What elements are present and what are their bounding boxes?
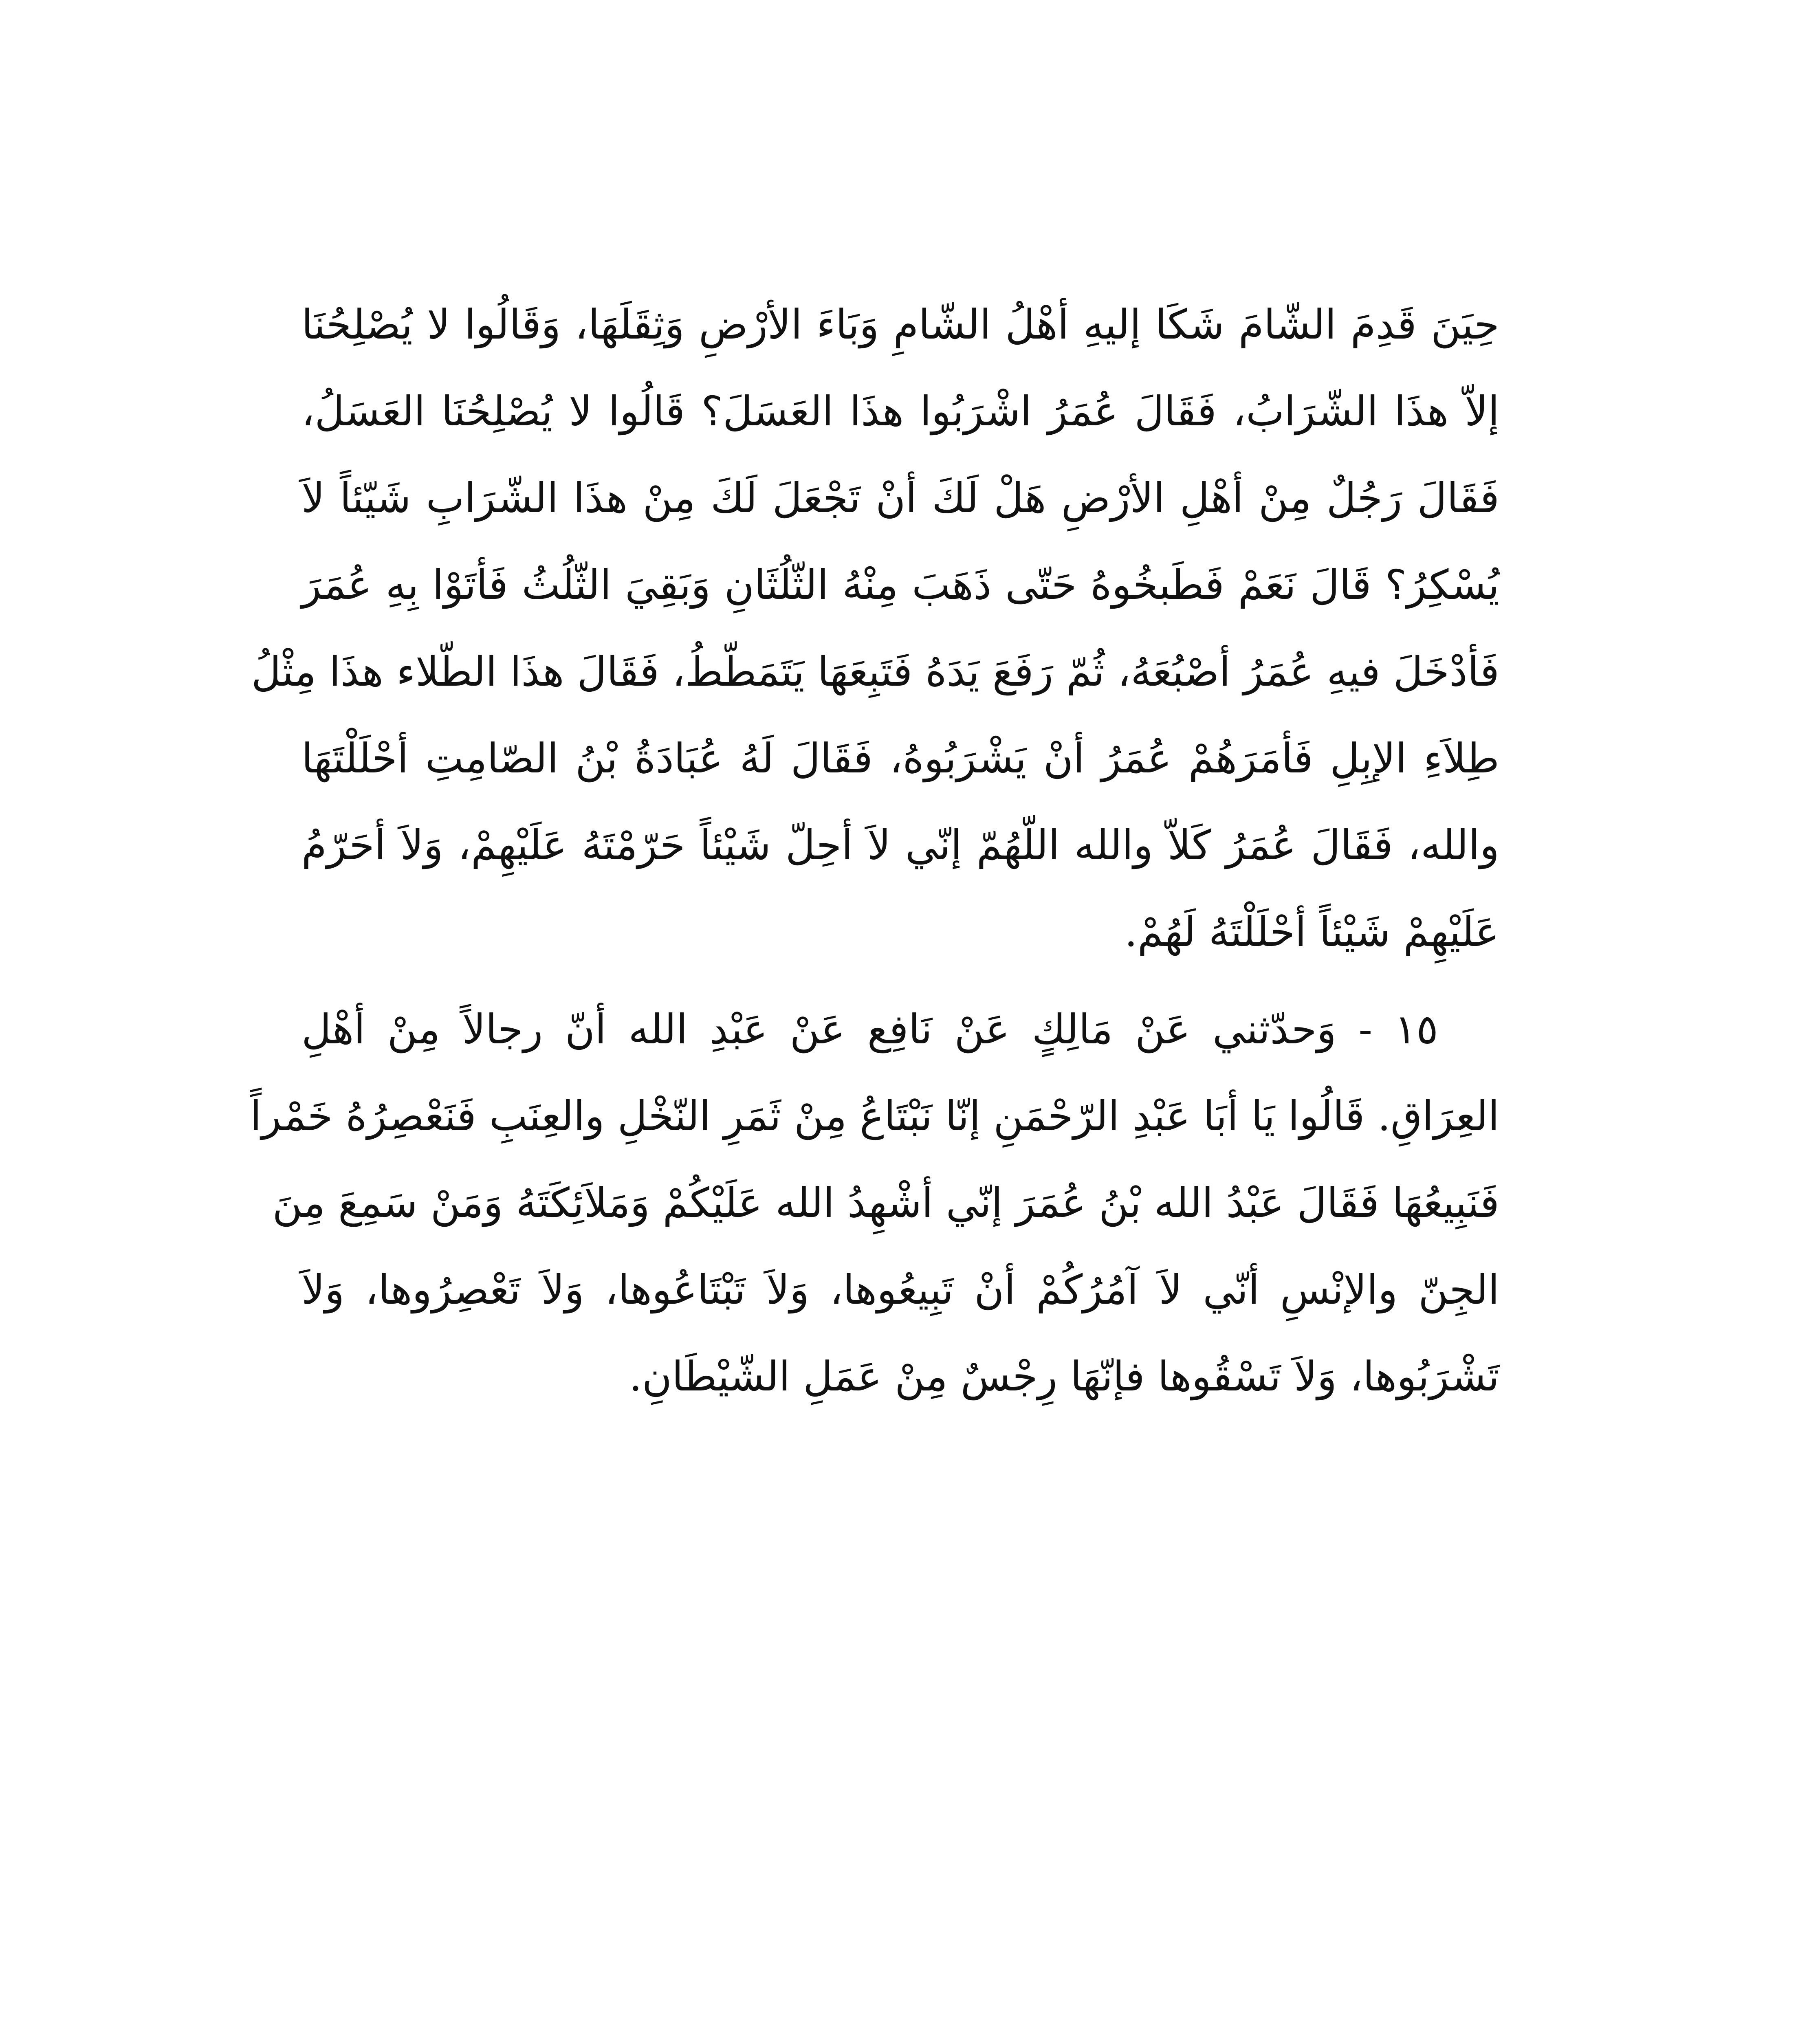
text-line: فَنَبِيعُهَا فَقَالَ عَبْدُ الله بْنُ عُمَرَ إنّي أشْهِدُ الله عَلَيْكُمْ وَمَلاَئِكَتَهُ وَمَنْ سَمِعَ مِنَ: [272, 1179, 1499, 1227]
paragraph-1: [251, 281, 1499, 975]
text-line: عَلَيْهِمْ شَيْئاً أحْلَلْتَهُ لَهُمْ.: [1124, 908, 1499, 956]
text-line: طِلاَءِ الإبِلِ فَأمَرَهُمْ عُمَرُ أنْ يَشْرَبُوهُ، فَقَالَ لَهُ عُبَادَةُ بْنُ الصّامِتِ أحْلَلْتَهَا: [301, 735, 1499, 782]
text-line: ١٥ - وَحدّثني عَنْ مَالِكٍ عَنْ نَافِع عَنْ عَبْدِ الله أنّ رجالاً مِنْ أهْلِ: [301, 1005, 1438, 1053]
text-line: تَشْرَبُوها، وَلاَ تَسْقُوها فإنّهَا رِجْسٌ مِنْ عَمَلِ الشّيْطَانِ.: [629, 1353, 1499, 1400]
paragraph-2: [250, 986, 1499, 1420]
text-line: فَقَالَ رَجُلٌ مِنْ أهْلِ الأرْضِ هَلْ لَكَ أنْ تَجْعَلَ لَكَ مِنْ هذَا الشّرَابِ شَيّئاً لاَ: [301, 474, 1499, 522]
text-line: والله، فَقَالَ عُمَرُ كَلاّ والله اللّهُمّ إنّي لاَ أحِلّ شَيْئاً حَرّمْتَهُ عَلَيْهِمْ، وَلاَ أحَرّمُ: [301, 821, 1499, 869]
text-line: العِرَاقِ. قَالُوا يَا أبَا عَبْدِ الرّحْمَنِ إنّا نَبْتَاعُ مِنْ ثَمَرِ النّخْلِ والعِنَبِ فَنَعْصِرُهُ خَمْراً: [250, 1092, 1499, 1140]
text-line: حِيَنَ قَدِمَ الشّامَ شَكَا إليهِ أهْلُ الشّامِ وَبَاءَ الأرْضِ وَثِقَلَهَا، وَقَالُوا لا يُصْلِحُنَا: [301, 301, 1499, 348]
text-line: فَأدْخَلَ فيهِ عُمَرُ أصْبُعَهُ، ثُمّ رَفَعَ يَدَهُ فَتَبِعَهَا يَتَمَطّطُ، فَقَالَ هذَا الطّلاء هذَا مِثْلُ: [251, 648, 1499, 695]
text-line: الجِنّ والإنْسِ أنّي لاَ آمُرُكُمْ أنْ تَبِيعُوها، وَلاَ تَبْتَاعُوها، وَلاَ تَعْصِرُوها، وَلاَ: [301, 1266, 1499, 1313]
text-line: إلاّ هذَا الشّرَابُ، فَقَالَ عُمَرُ اشْرَبُوا هذَا العَسَلَ؟ قَالُوا لا يُصْلِحُنَا العَسَلُ،: [301, 387, 1499, 435]
text-line: يُسْكِرُ؟ قَالَ نَعَمْ فَطَبخُوهُ حَتّى ذَهَبَ مِنْهُ الثّلُثَانِ وَبَقِيَ الثّلُثُ فَأتَوْا بِهِ عُمَرَ: [301, 561, 1499, 609]
